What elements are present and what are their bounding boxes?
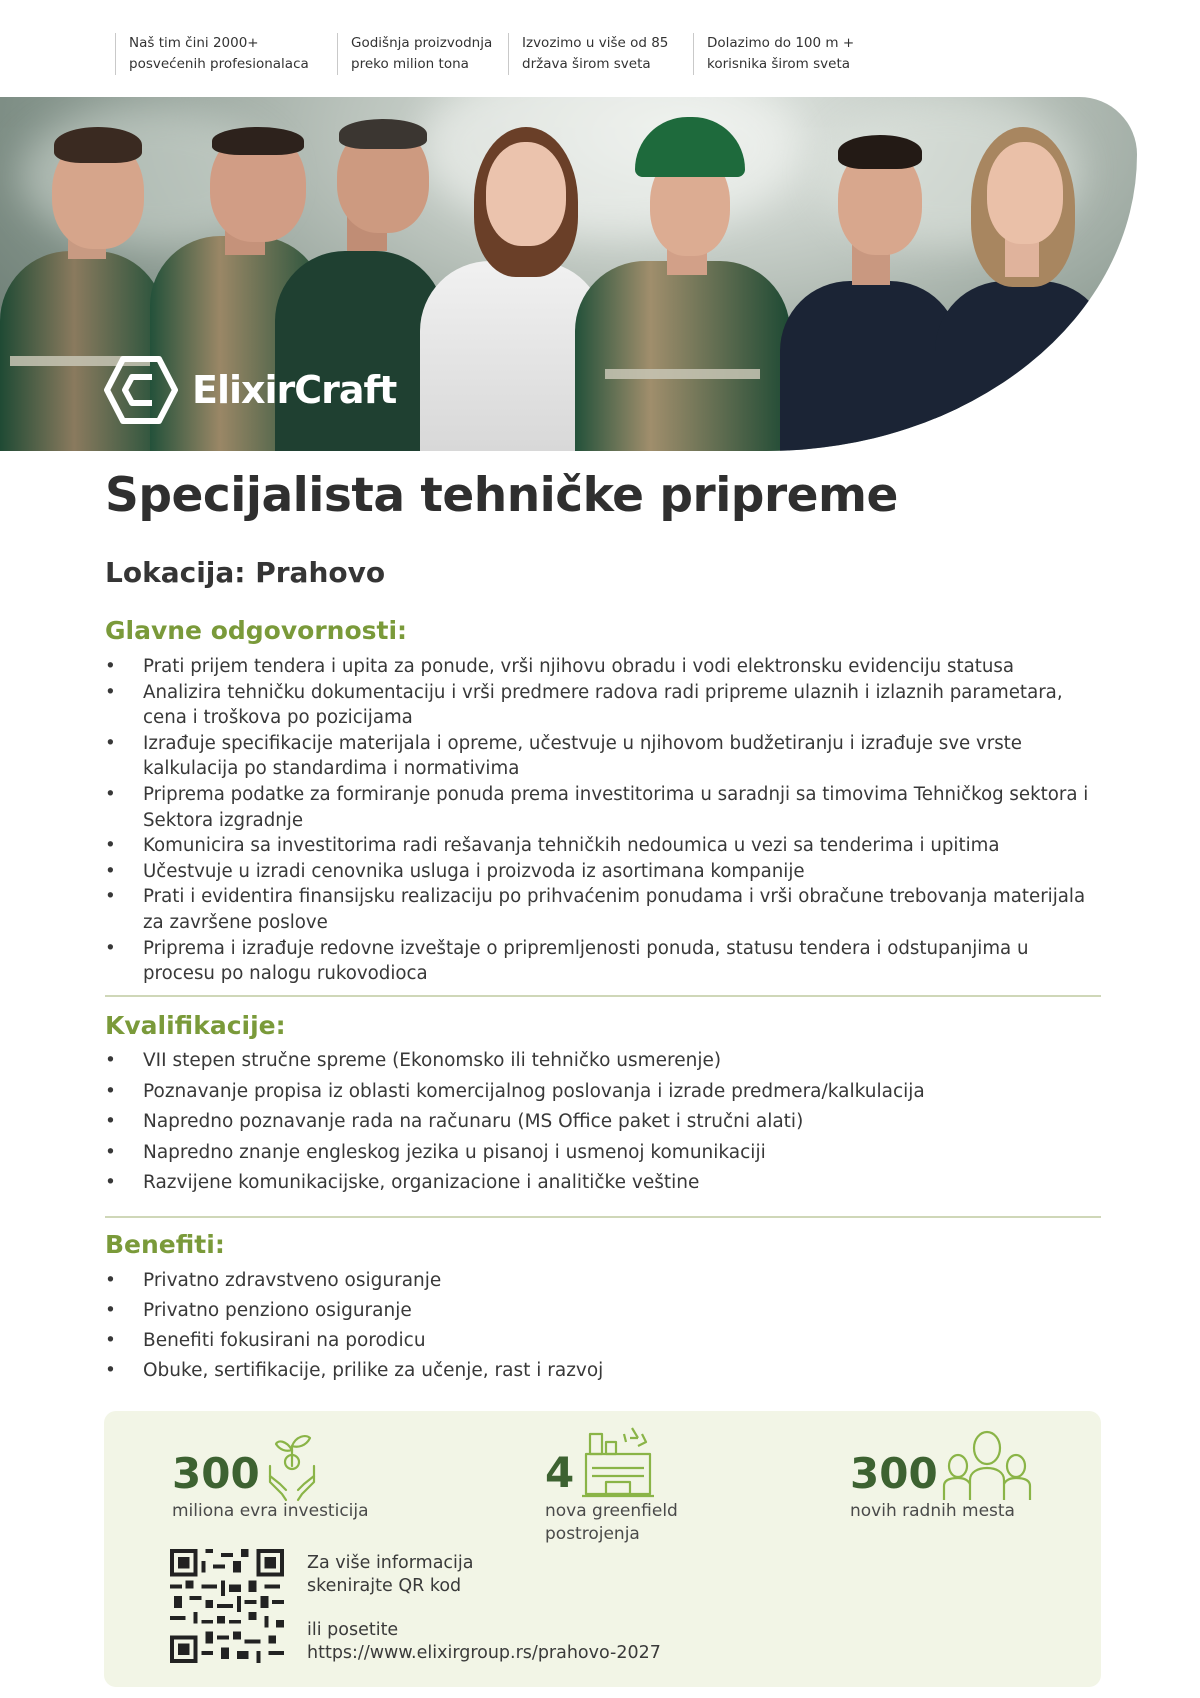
responsibility-item: [105, 859, 1105, 885]
stat-line: posvećenih profesionalaca: [129, 56, 309, 72]
qr-code[interactable]: [170, 1549, 284, 1663]
section-divider: [105, 1216, 1101, 1218]
stat-export: [508, 33, 668, 75]
stat-line: država širom sveta: [522, 56, 651, 72]
stat-team: [115, 33, 309, 75]
stat-line: korisnika širom sveta: [707, 56, 851, 72]
brand-logo: [104, 355, 396, 425]
qualification-item: • VII stepen stručne spreme (Ekonomsko ili tehničko usmerenje): [105, 1046, 1105, 1077]
people-group-icon: [940, 1428, 1034, 1502]
responsibility-line: • Prati prijem tendera i upita za ponude, vrši njihovu obradu i vodi elektronsku evidenciju statusa: [143, 656, 1015, 677]
responsibility-line: • Priprema podatke za formiranje ponuda prema investitorima u saradnji sa timovima Tehničkog sektora i: [143, 783, 1089, 805]
qualification-item: • Napredno znanje engleskog jezika u pisanoj i usmenoj komunikaciji: [105, 1138, 1105, 1169]
benefits-list: [105, 1266, 1105, 1386]
responsibility-line: • Izrađuje specifikacije materijala i opreme, učestvuje u njihovom budžetiranju i izrađuje sve vrste: [143, 732, 1022, 754]
benefit-item: • Benefiti fokusirani na porodicu: [105, 1326, 1105, 1356]
section-divider: [105, 995, 1101, 997]
figure-jobs-number: 300: [850, 1449, 938, 1498]
figure-label-line: novih radnih mesta: [850, 1501, 1015, 1521]
qualification-item: • Napredno poznavanje rada na računaru (MS Office paket i stručni alati): [105, 1107, 1105, 1138]
hexagon-logo-icon: [104, 355, 178, 425]
figure-label-line: nova greenfield: [545, 1501, 678, 1521]
responsibility-line: • Komunicira sa investitorima radi rešavanja tehničkih nedoumica u vezi sa tenderima i upitima: [143, 835, 1000, 857]
stat-users: [693, 33, 854, 75]
job-title: Specijalista tehničke pripreme: [105, 468, 898, 523]
team-member: [780, 97, 960, 451]
stat-line: Dolazimo do 100 m +: [707, 35, 855, 51]
responsibility-item: [105, 654, 1105, 680]
responsibility-line: • Analizira tehničku dokumentaciju i vrši predmere radova radi pripreme ulaznih i izlaznih parametara,: [143, 681, 1063, 703]
contact-url-link[interactable]: https://www.elixirgroup.rs/prahovo-2027: [307, 1643, 661, 1663]
qualification-item: • Poznavanje propisa iz oblasti komercijalnog poslovanja i izrade predmera/kalkulacija: [105, 1077, 1105, 1108]
responsibility-item: [105, 884, 1105, 935]
visit-text: ili posetite: [307, 1620, 399, 1640]
benefit-item: • Privatno zdravstveno osiguranje: [105, 1266, 1105, 1296]
responsibility-item: [105, 833, 1105, 859]
hero-team-photo: [0, 97, 1137, 451]
team-member: [935, 97, 1110, 451]
qualification-item: • Razvijene komunikacijske, organizacione i analitičke veštine: [105, 1168, 1105, 1199]
responsibility-line: • Priprema i izrađuje redovne izveštaje o pripremljenosti ponuda, statusu tendera i odstupanjima u: [143, 937, 1029, 959]
factory-recycle-icon: [580, 1424, 656, 1500]
qr-instruction-line1: Za više informacija: [307, 1553, 474, 1573]
figure-label-line: miliona evra investicija: [172, 1501, 369, 1521]
responsibility-line: cena i troškova po pozicijama: [143, 707, 413, 729]
figure-investment-label: [172, 1500, 369, 1523]
responsibilities-list: [105, 654, 1105, 987]
responsibilities-heading: Glavne odgovornosti:: [105, 616, 408, 645]
stat-line: Godišnja proizvodnja: [351, 35, 493, 51]
job-location: Lokacija: Prahovo: [105, 556, 386, 589]
stat-line: preko milion tona: [351, 56, 469, 72]
qualifications-list: [105, 1046, 1105, 1199]
hands-plant-icon: [266, 1432, 320, 1502]
figure-jobs-label: [850, 1500, 1015, 1523]
responsibility-line: kalkulacija po standardima i normativima: [143, 758, 520, 780]
responsibility-item: [105, 731, 1105, 782]
figure-plants-label: [545, 1500, 678, 1546]
team-member: [575, 97, 790, 451]
responsibility-line: • Učestvuje u izradi cenovnika usluga i proizvoda iz asortimana kompanije: [143, 860, 805, 882]
qualifications-heading: Kvalifikacije:: [105, 1011, 286, 1040]
responsibility-item: [105, 782, 1105, 833]
responsibility-item: [105, 936, 1105, 987]
responsibility-line: procesu po nalogu rukovodioca: [143, 963, 428, 985]
responsibility-line: Sektora izgradnje: [143, 809, 304, 831]
figure-label-line: postrojenja: [545, 1524, 640, 1544]
responsibility-line: za završene poslove: [143, 911, 328, 933]
brand-name: ElixirCraft: [192, 368, 397, 412]
figure-plants-number: 4: [545, 1448, 575, 1497]
stat-production: [337, 33, 492, 75]
stat-line: Izvozimo u više od 85: [522, 35, 669, 51]
responsibility-line: • Prati i evidentira finansijsku realizaciju po prihvaćenim ponudama i vrši obračune trebovanja materijala: [143, 886, 1086, 908]
figure-investment-number: 300: [172, 1449, 260, 1498]
benefit-item: • Obuke, sertifikacije, prilike za učenje, rast i razvoj: [105, 1356, 1105, 1386]
benefits-heading: Benefiti:: [105, 1230, 225, 1259]
stat-line: Naš tim čini 2000+: [129, 35, 259, 51]
responsibility-item: [105, 680, 1105, 731]
benefit-item: • Privatno penziono osiguranje: [105, 1296, 1105, 1326]
qr-instruction-line2: skenirajte QR kod: [307, 1576, 462, 1596]
